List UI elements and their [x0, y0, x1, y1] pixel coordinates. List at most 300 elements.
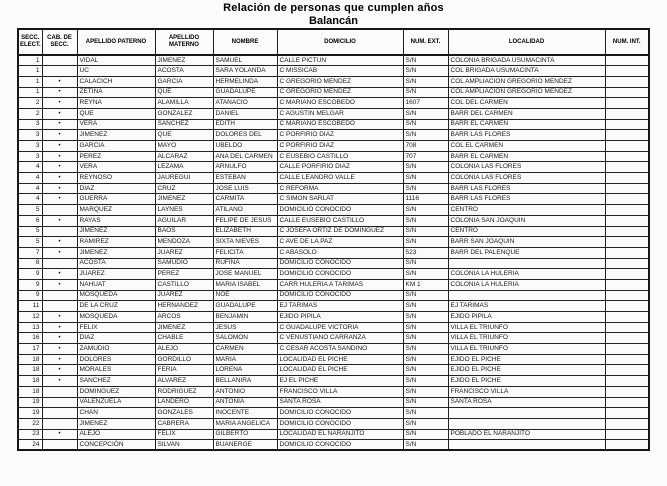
cell-domicilio: C REFORMA	[277, 183, 403, 194]
cell-secc-elect: 1	[18, 76, 42, 87]
cell-domicilio: FRANCISCO VILLA	[277, 386, 403, 397]
cell-num-int	[605, 333, 649, 344]
column-header-apellido-materno: APELLIDO MATERNO	[155, 29, 213, 55]
cell-nombre: INOCENTE	[213, 408, 277, 419]
cell-apellido-materno: CRUZ	[155, 183, 213, 194]
cell-cab-de-secc: •	[42, 269, 77, 280]
cell-secc-elect: 3	[18, 119, 42, 130]
cell-apellido-paterno: VERA	[77, 162, 155, 173]
cell-localidad: CENTRO	[448, 226, 605, 237]
cell-apellido-paterno: REYNOSO	[77, 173, 155, 184]
cell-cab-de-secc: •	[42, 237, 77, 248]
cell-num-ext: S/N	[403, 312, 448, 323]
cell-domicilio: C GREGORIO MENDEZ	[277, 87, 403, 98]
cell-cab-de-secc	[42, 55, 77, 66]
cell-num-int	[605, 279, 649, 290]
cell-cab-de-secc: •	[42, 98, 77, 109]
cell-localidad: COL AMPLIACION GREGORIO MENDEZ	[448, 87, 605, 98]
table-row	[18, 440, 649, 451]
table-row	[18, 162, 649, 173]
cell-domicilio: DOMICILIO CONOCIDO	[277, 290, 403, 301]
cell-domicilio: C JOSEFA ORTIZ DE DOMINGUEZ	[277, 226, 403, 237]
cell-num-int	[605, 344, 649, 355]
cell-localidad: COL AMPLIACION GREGORIO MENDEZ	[448, 76, 605, 87]
cell-domicilio: C MARIANO ESCOBEDO	[277, 119, 403, 130]
cell-num-int	[605, 226, 649, 237]
cell-apellido-materno: ALVAREZ	[155, 376, 213, 387]
cell-num-int	[605, 376, 649, 387]
cell-num-int	[605, 66, 649, 77]
cell-cab-de-secc: •	[42, 119, 77, 130]
cell-domicilio: C EUSEBIO CASTILLO	[277, 151, 403, 162]
cell-localidad: BARR DEL PALENQUE	[448, 247, 605, 258]
cell-apellido-paterno: CALACICH	[77, 76, 155, 87]
cell-domicilio: DOMICILIO CONOCIDO	[277, 269, 403, 280]
cell-cab-de-secc	[42, 301, 77, 312]
cell-num-ext: S/N	[403, 322, 448, 333]
cell-domicilio: CALLE PORFIRIO DIAZ	[277, 162, 403, 173]
cell-apellido-materno: CABRERA	[155, 418, 213, 429]
cell-num-int	[605, 151, 649, 162]
cell-cab-de-secc: •	[42, 354, 77, 365]
cell-nombre: SARA YOLANDA	[213, 66, 277, 77]
cell-cab-de-secc	[42, 205, 77, 216]
cell-cab-de-secc: •	[42, 162, 77, 173]
cell-num-ext: S/N	[403, 183, 448, 194]
cell-secc-elect: 5	[18, 226, 42, 237]
cell-nombre: FELIPE DE JESUS	[213, 215, 277, 226]
cell-localidad	[448, 290, 605, 301]
column-header-cab-de-secc: CAB. DE SECC.	[42, 29, 77, 55]
cell-nombre: LORENA	[213, 365, 277, 376]
cell-apellido-paterno: CHAN	[77, 408, 155, 419]
cell-secc-elect: 23	[18, 429, 42, 440]
cell-apellido-paterno: RAMIREZ	[77, 237, 155, 248]
column-header-nombre: NOMBRE	[213, 29, 277, 55]
cell-nombre: DOLORES DEL	[213, 130, 277, 141]
cell-domicilio: C AVE DE LA PAZ	[277, 237, 403, 248]
cell-num-int	[605, 312, 649, 323]
cell-domicilio: SANTA ROSA	[277, 397, 403, 408]
cell-localidad	[448, 408, 605, 419]
cell-num-ext: S/N	[403, 258, 448, 269]
cell-cab-de-secc: •	[42, 333, 77, 344]
cell-localidad	[448, 258, 605, 269]
cell-domicilio: LOCALIDAD EL PICHE	[277, 354, 403, 365]
cell-cab-de-secc: •	[42, 108, 77, 119]
cell-cab-de-secc	[42, 66, 77, 77]
table-row	[18, 354, 649, 365]
cell-localidad: BARR LAS FLORES	[448, 194, 605, 205]
table-row	[18, 119, 649, 130]
cell-nombre: CARMEN	[213, 344, 277, 355]
cell-nombre: JOSE LUIS	[213, 183, 277, 194]
cell-cab-de-secc: •	[42, 279, 77, 290]
cell-secc-elect: 18	[18, 365, 42, 376]
table-row	[18, 365, 649, 376]
cell-secc-elect: 1	[18, 55, 42, 66]
cell-secc-elect: 4	[18, 162, 42, 173]
cell-cab-de-secc: •	[42, 183, 77, 194]
cell-num-int	[605, 87, 649, 98]
cell-apellido-paterno: REYNA	[77, 98, 155, 109]
cell-num-ext: S/N	[403, 290, 448, 301]
cell-apellido-paterno: JIMENEZ	[77, 226, 155, 237]
cell-apellido-paterno: QUE	[77, 108, 155, 119]
cell-cab-de-secc: •	[42, 76, 77, 87]
cell-apellido-materno: CASTILLO	[155, 279, 213, 290]
cell-num-int	[605, 119, 649, 130]
cell-domicilio: C SIMON SARLAT	[277, 194, 403, 205]
cell-cab-de-secc	[42, 290, 77, 301]
cell-apellido-paterno: VERA	[77, 119, 155, 130]
cell-nombre: ESTEBAN	[213, 173, 277, 184]
cell-localidad: COL EL CARMEN	[448, 141, 605, 152]
cell-num-ext: S/N	[403, 354, 448, 365]
cell-num-ext: S/N	[403, 130, 448, 141]
cell-apellido-materno: ALAMILLA	[155, 98, 213, 109]
cell-apellido-paterno: PEREZ	[77, 151, 155, 162]
cell-num-int	[605, 183, 649, 194]
cell-apellido-materno: GORDILLO	[155, 354, 213, 365]
cell-nombre: SIXTA NIEVES	[213, 237, 277, 248]
cell-num-int	[605, 354, 649, 365]
cell-cab-de-secc	[42, 418, 77, 429]
cell-apellido-materno: ACOSTA	[155, 66, 213, 77]
cell-domicilio: CALLE PICTUN	[277, 55, 403, 66]
cell-localidad: EJIDO EL PICHE	[448, 365, 605, 376]
table-row	[18, 418, 649, 429]
cell-localidad: POBLADO EL NARANJITO	[448, 429, 605, 440]
cell-num-int	[605, 194, 649, 205]
cell-cab-de-secc: •	[42, 376, 77, 387]
cell-apellido-paterno: JIMENEZ	[77, 247, 155, 258]
cell-apellido-materno: JIMENEZ	[155, 322, 213, 333]
table-row	[18, 215, 649, 226]
table-row	[18, 408, 649, 419]
cell-num-ext: S/N	[403, 301, 448, 312]
cell-apellido-materno: MAYO	[155, 141, 213, 152]
table-row	[18, 237, 649, 248]
table-row	[18, 322, 649, 333]
table-row	[18, 108, 649, 119]
cell-num-ext: S/N	[403, 162, 448, 173]
cell-secc-elect: 4	[18, 173, 42, 184]
cell-localidad: COLONIA BRIGADA USUMACINTA	[448, 55, 605, 66]
cell-secc-elect: 19	[18, 408, 42, 419]
cell-nombre: ATANACIO	[213, 98, 277, 109]
cell-apellido-materno: GARCIA	[155, 76, 213, 87]
cell-num-int	[605, 205, 649, 216]
cell-apellido-paterno: JUAREZ	[77, 269, 155, 280]
cell-apellido-paterno: ALEJO	[77, 429, 155, 440]
cell-apellido-materno: JAUREGUI	[155, 173, 213, 184]
cell-num-int	[605, 162, 649, 173]
cell-secc-elect: 7	[18, 247, 42, 258]
cell-secc-elect: 18	[18, 376, 42, 387]
cell-localidad: VILLA EL TRIUNFO	[448, 333, 605, 344]
column-header-apellido-paterno: APELLIDO PATERNO	[77, 29, 155, 55]
cell-apellido-paterno: CONCEPCIÓN	[77, 440, 155, 451]
cell-cab-de-secc	[42, 226, 77, 237]
cell-domicilio: DOMICILIO CONOCIDO	[277, 258, 403, 269]
cell-apellido-paterno: FELIX	[77, 322, 155, 333]
cell-secc-elect: 16	[18, 333, 42, 344]
cell-secc-elect: 19	[18, 397, 42, 408]
cell-num-ext: S/N	[403, 344, 448, 355]
cell-apellido-paterno: DE LA CRUZ	[77, 301, 155, 312]
cell-secc-elect: 8	[18, 258, 42, 269]
cell-domicilio: C GREGORIO MENDEZ	[277, 76, 403, 87]
cell-num-ext: S/N	[403, 66, 448, 77]
cell-num-ext: S/N	[403, 55, 448, 66]
cell-apellido-paterno: DOMINGUEZ	[77, 386, 155, 397]
table-row	[18, 130, 649, 141]
cell-nombre: JESUS	[213, 322, 277, 333]
cell-localidad: CENTRO	[448, 205, 605, 216]
cell-apellido-materno: JUAREZ	[155, 247, 213, 258]
table-row	[18, 247, 649, 258]
cell-secc-elect: 17	[18, 344, 42, 355]
cell-num-ext: 707	[403, 151, 448, 162]
cell-apellido-materno: SANCHEZ	[155, 119, 213, 130]
cell-nombre: DANIEL	[213, 108, 277, 119]
cell-secc-elect: 1	[18, 87, 42, 98]
column-header-domicilio: DOMICILIO	[277, 29, 403, 55]
cell-domicilio: CALLE LEANDRO VALLE	[277, 173, 403, 184]
cell-nombre: BELLANIRA	[213, 376, 277, 387]
cell-domicilio: DOMICILIO CONOCIDO	[277, 418, 403, 429]
cell-domicilio: EJIDO PIPILA	[277, 312, 403, 323]
cell-apellido-materno: CHABLE	[155, 333, 213, 344]
cell-nombre: GUADALUPE	[213, 301, 277, 312]
cell-secc-elect: 9	[18, 269, 42, 280]
cell-num-int	[605, 397, 649, 408]
cell-num-ext: S/N	[403, 87, 448, 98]
cell-apellido-materno: ALEJO	[155, 344, 213, 355]
cell-num-int	[605, 386, 649, 397]
table-row	[18, 194, 649, 205]
cell-secc-elect: 3	[18, 151, 42, 162]
cell-localidad: EJIDO EL PICHE	[448, 354, 605, 365]
cell-apellido-paterno: VALENZUELA	[77, 397, 155, 408]
cell-cab-de-secc: •	[42, 194, 77, 205]
cell-localidad: SANTA ROSA	[448, 397, 605, 408]
table-row	[18, 141, 649, 152]
cell-apellido-materno: MENDOZA	[155, 237, 213, 248]
cell-num-ext: S/N	[403, 108, 448, 119]
cell-localidad	[448, 440, 605, 451]
cell-apellido-paterno: DOLORES	[77, 354, 155, 365]
cell-localidad: BARR LAS FLORES	[448, 130, 605, 141]
cell-cab-de-secc: •	[42, 87, 77, 98]
cell-cab-de-secc: •	[42, 151, 77, 162]
cell-localidad: VILLA EL TRIUNFO	[448, 322, 605, 333]
cell-cab-de-secc: •	[42, 344, 77, 355]
cell-num-ext: S/N	[403, 205, 448, 216]
cell-cab-de-secc: •	[42, 141, 77, 152]
cell-cab-de-secc: •	[42, 322, 77, 333]
cell-num-ext: S/N	[403, 237, 448, 248]
cell-apellido-materno: SAMUDIO	[155, 258, 213, 269]
cell-nombre: MARIA ANGELICA	[213, 418, 277, 429]
cell-num-ext: S/N	[403, 269, 448, 280]
cell-nombre: JOSE MANUEL	[213, 269, 277, 280]
cell-localidad: COL BRIGADA USUMACINTA	[448, 66, 605, 77]
cell-localidad	[448, 418, 605, 429]
cell-apellido-materno: JIMENEZ	[155, 194, 213, 205]
cell-domicilio: CARR HULERIA A TARIMAS	[277, 279, 403, 290]
cell-apellido-materno: RODRIGUEZ	[155, 386, 213, 397]
cell-num-ext: S/N	[403, 76, 448, 87]
table-row	[18, 429, 649, 440]
cell-secc-elect: 9	[18, 290, 42, 301]
cell-num-ext: S/N	[403, 440, 448, 451]
table-row	[18, 397, 649, 408]
cell-num-int	[605, 429, 649, 440]
cell-nombre: HERMELINDA	[213, 76, 277, 87]
cell-localidad: COLONIA SAN JOAQUIN	[448, 215, 605, 226]
cell-domicilio: DOMICILIO CONOCIDO	[277, 440, 403, 451]
column-header-localidad: LOCALIDAD	[448, 29, 605, 55]
cell-cab-de-secc: •	[42, 173, 77, 184]
cell-apellido-materno: BAOS	[155, 226, 213, 237]
cell-num-int	[605, 322, 649, 333]
page-subtitle: Balancán	[309, 15, 358, 27]
table-row	[18, 66, 649, 77]
cell-nombre: UBELDO	[213, 141, 277, 152]
cell-apellido-paterno: MOSQUEDA	[77, 290, 155, 301]
table-row	[18, 279, 649, 290]
cell-localidad: BARR EL CARMEN	[448, 119, 605, 130]
cell-domicilio: C PORFIRIO DIAZ	[277, 130, 403, 141]
cell-domicilio: C ABASOLO	[277, 247, 403, 258]
cell-localidad: COLONIA LAS FLORES	[448, 162, 605, 173]
cell-cab-de-secc	[42, 408, 77, 419]
cell-secc-elect: 5	[18, 237, 42, 248]
cell-secc-elect: 13	[18, 322, 42, 333]
cell-apellido-materno: JUAREZ	[155, 290, 213, 301]
title-block	[0, 0, 667, 27]
cell-cab-de-secc	[42, 397, 77, 408]
cell-secc-elect: 6	[18, 215, 42, 226]
cell-num-ext: S/N	[403, 173, 448, 184]
table-row	[18, 386, 649, 397]
cell-apellido-paterno: MORALES	[77, 365, 155, 376]
page-title: Relación de personas que cumplen años	[223, 2, 444, 14]
cell-nombre: ANA DEL CARMEN	[213, 151, 277, 162]
cell-apellido-paterno: DIAZ	[77, 333, 155, 344]
cell-localidad: EJIDO EL PICHE	[448, 376, 605, 387]
cell-domicilio: C CESAR ACOSTA SANDINO	[277, 344, 403, 355]
cell-secc-elect: 3	[18, 141, 42, 152]
cell-cab-de-secc	[42, 258, 77, 269]
cell-secc-elect: 2	[18, 98, 42, 109]
cell-apellido-paterno: GUERRA	[77, 194, 155, 205]
cell-num-ext: S/N	[403, 429, 448, 440]
cell-num-ext: S/N	[403, 333, 448, 344]
cell-apellido-materno: ARCOS	[155, 312, 213, 323]
cell-secc-elect: 3	[18, 130, 42, 141]
cell-num-ext: S/N	[403, 386, 448, 397]
cell-num-int	[605, 76, 649, 87]
cell-num-int	[605, 418, 649, 429]
cell-apellido-paterno: MARQUEZ	[77, 205, 155, 216]
table-row	[18, 301, 649, 312]
cell-nombre: GILBERTO	[213, 429, 277, 440]
table-row	[18, 226, 649, 237]
cell-apellido-materno: HERNANDEZ	[155, 301, 213, 312]
cell-nombre: BUANERGE	[213, 440, 277, 451]
cell-num-int	[605, 258, 649, 269]
cell-num-ext: S/N	[403, 365, 448, 376]
cell-num-int	[605, 365, 649, 376]
cell-num-int	[605, 237, 649, 248]
cell-nombre: ATILANO	[213, 205, 277, 216]
cell-apellido-paterno: RAYAS	[77, 215, 155, 226]
cell-nombre: BENJAMIN	[213, 312, 277, 323]
cell-localidad: BARR EL CARMEN	[448, 151, 605, 162]
cell-domicilio: LOCALIDAD EL NARANJITO	[277, 429, 403, 440]
cell-domicilio: EJ EL PICHE	[277, 376, 403, 387]
cell-cab-de-secc: •	[42, 312, 77, 323]
cell-num-ext: S/N	[403, 376, 448, 387]
cell-num-int	[605, 440, 649, 451]
cell-localidad: BARR DEL CARMEN	[448, 108, 605, 119]
cell-nombre: RUFINA	[213, 258, 277, 269]
cell-apellido-materno: SILVAN	[155, 440, 213, 451]
cell-nombre: GUADALUPE	[213, 87, 277, 98]
cell-num-ext: S/N	[403, 226, 448, 237]
cell-cab-de-secc: •	[42, 215, 77, 226]
cell-apellido-materno: FERIA	[155, 365, 213, 376]
cell-num-int	[605, 55, 649, 66]
table-row	[18, 312, 649, 323]
cell-num-ext: KM 1	[403, 279, 448, 290]
cell-num-int	[605, 247, 649, 258]
cell-apellido-materno: AGUILAR	[155, 215, 213, 226]
cell-cab-de-secc: •	[42, 130, 77, 141]
cell-domicilio: C AGUSTIN MELGAR	[277, 108, 403, 119]
cell-apellido-materno: FELIX	[155, 429, 213, 440]
cell-apellido-paterno: NAHUAT	[77, 279, 155, 290]
table-row	[18, 376, 649, 387]
cell-nombre: ARNULFO	[213, 162, 277, 173]
cell-num-int	[605, 269, 649, 280]
cell-apellido-paterno: DIAZ	[77, 183, 155, 194]
cell-domicilio: C VENUSTIANO CARRANZA	[277, 333, 403, 344]
cell-num-ext: S/N	[403, 418, 448, 429]
cell-localidad: EJ TARIMAS	[448, 301, 605, 312]
header-row	[18, 29, 649, 55]
cell-apellido-materno: ALCARAZ	[155, 151, 213, 162]
cell-num-int	[605, 98, 649, 109]
cell-cab-de-secc	[42, 440, 77, 451]
cell-num-int	[605, 301, 649, 312]
cell-secc-elect: 22	[18, 418, 42, 429]
cell-nombre: ANTONIA	[213, 397, 277, 408]
cell-secc-elect: 5	[18, 205, 42, 216]
cell-localidad: VILLA EL TRIUNFO	[448, 344, 605, 355]
cell-num-int	[605, 215, 649, 226]
cell-apellido-paterno: GARCIA	[77, 141, 155, 152]
cell-apellido-paterno: VIDAL	[77, 55, 155, 66]
table-row	[18, 151, 649, 162]
cell-apellido-paterno: UC	[77, 66, 155, 77]
cell-nombre: FELICITA	[213, 247, 277, 258]
table-row	[18, 344, 649, 355]
cell-secc-elect: 4	[18, 183, 42, 194]
